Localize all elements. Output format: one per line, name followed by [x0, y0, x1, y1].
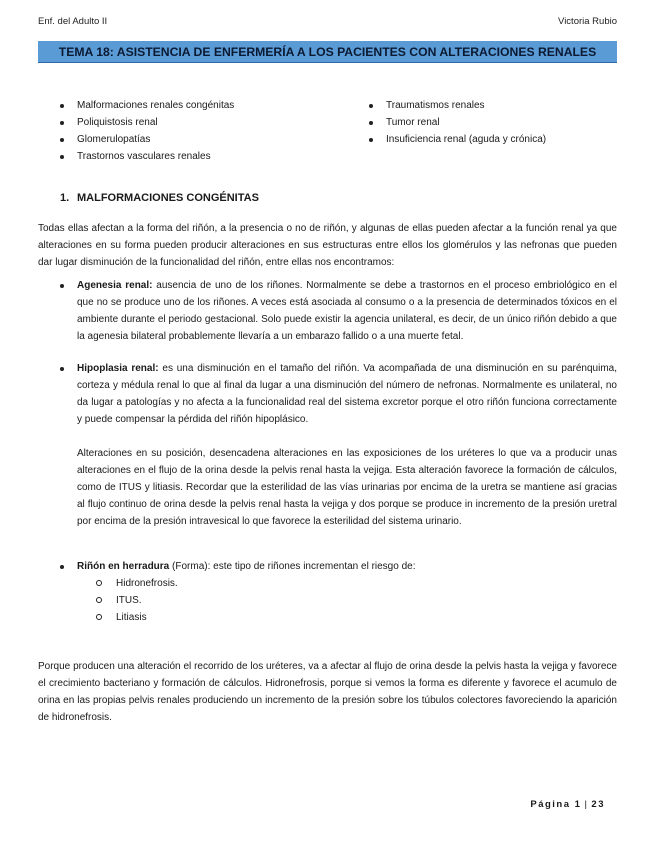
item-agenesia: [60, 277, 617, 345]
bullet-icon: [60, 284, 64, 288]
topic-title: TEMA 18: ASISTENCIA DE ENFERMERÍA A LOS PACIENTES CON ALTERACIONES RENALES: [58, 44, 597, 59]
item-term: Hipoplasia renal:: [77, 363, 159, 374]
item-text: es una disminución en el tamaño del riñón. Va acompañada de una disminución en su parénquima, corteza y médula renal lo que al final da lugar a una disminución del número de nefronas. Normalmente es unilateral, no da lugar a patologías y no afecta a la funcionalidad real del sistema excretor porque el otro riñón funciona correctamente y puede compensar la pérdida del riñón hipoplásico.: [77, 363, 618, 425]
item-extra-paragraph: Alteraciones en su posición, desencadena alteraciones en las exposiciones de los uréteres lo que va a producir unas alteraciones en el flujo de la orina desde la pelvis renal hasta la vejiga. Esta alteración favorece la formación de cálculos, como de ITUS y litiasis. Recordar que la esterilidad de las vías urinarias por encima de la uretra se mantiene así gracias al flujo continuo de orina desde la pelvis renal hasta la vejiga y dos porque se produce in incremento de la presión uretral por encima de la presión intravesical lo que favorece la esterilidad del sistema urinario.: [77, 448, 617, 527]
section-heading: [60, 192, 259, 204]
topic-title-bar: [38, 41, 617, 63]
list-item: Litiasis: [96, 609, 178, 626]
item-term: Riñón en herradura: [77, 561, 170, 572]
section-number: 1.: [60, 192, 70, 204]
list-item: Malformaciones renales congénitas: [60, 97, 234, 114]
list-item: Poliquistosis renal: [60, 114, 234, 131]
page-total: 23: [591, 799, 605, 810]
list-item: Glomerulopatías: [60, 131, 234, 148]
header-course: Enf. del Adulto II: [38, 16, 108, 27]
header-author: Victoria Rubio: [558, 16, 617, 27]
section-title: MALFORMACIONES CONGÉNITAS: [77, 192, 259, 204]
item-text: ausencia de uno de los riñones. Normalmente se debe a trastornos en el proceso embriológico en el que no se produce uno de los riñones. A veces está asociada al consumo o a la presencia de determinados tóxicos en el ambiente durante el periodo gestacional. Solo puede existir la agencia unilateral, es decir, de un único riñón debido a que la agenesia bilateral probablemente llevaría a un embarazo fallido o a una muerte fetal.: [77, 280, 617, 342]
closing-paragraph: Porque producen una alteración el recorrido de los uréteres, va a afectar al flujo de orina desde la pelvis hasta la vejiga y favorece el crecimiento bacteriano y formación de cálculos. Hidronefrosis, porque si vemos la forma es diferente y favorece el acumulo de orina en las propias pelvis renales produciendo un incremento de la presión sobre los túbulos colectores favoreciendo la aparición de hidronefrosis.: [38, 661, 617, 723]
list-item: Hidronefrosis.: [96, 575, 178, 592]
item-hipoplasia: [60, 360, 617, 530]
list-item: Trastornos vasculares renales: [60, 148, 234, 165]
topics-list-left: [60, 97, 234, 165]
herradura-risk-list: [96, 575, 178, 626]
list-item: Traumatismos renales: [369, 97, 546, 114]
list-item: Tumor renal: [369, 114, 546, 131]
intro-paragraph: Todas ellas afectan a la forma del riñón, a la presencia o no de riñón, y algunas de ellas pueden afectar a la función renal ya que alteraciones en su forma pueden producir alteraciones en sus estructuras entre ellos los glomérulos y las nefronas que pueden dar lugar disminución de la funcionalidad del riñón, entre ellas nos encontramos:: [38, 223, 617, 268]
item-text: (Forma): este tipo de riñones incrementan el riesgo de:: [169, 561, 416, 572]
bullet-icon: [60, 565, 64, 569]
footer-separator: |: [584, 799, 589, 810]
bullet-icon: [60, 367, 64, 371]
page-footer: [530, 799, 605, 810]
item-herradura: [60, 558, 617, 575]
page-number: Página 1: [530, 799, 582, 810]
list-item: ITUS.: [96, 592, 178, 609]
item-term: Agenesia renal:: [77, 280, 153, 291]
topics-list-right: [369, 97, 546, 148]
list-item: Insuficiencia renal (aguda y crónica): [369, 131, 546, 148]
